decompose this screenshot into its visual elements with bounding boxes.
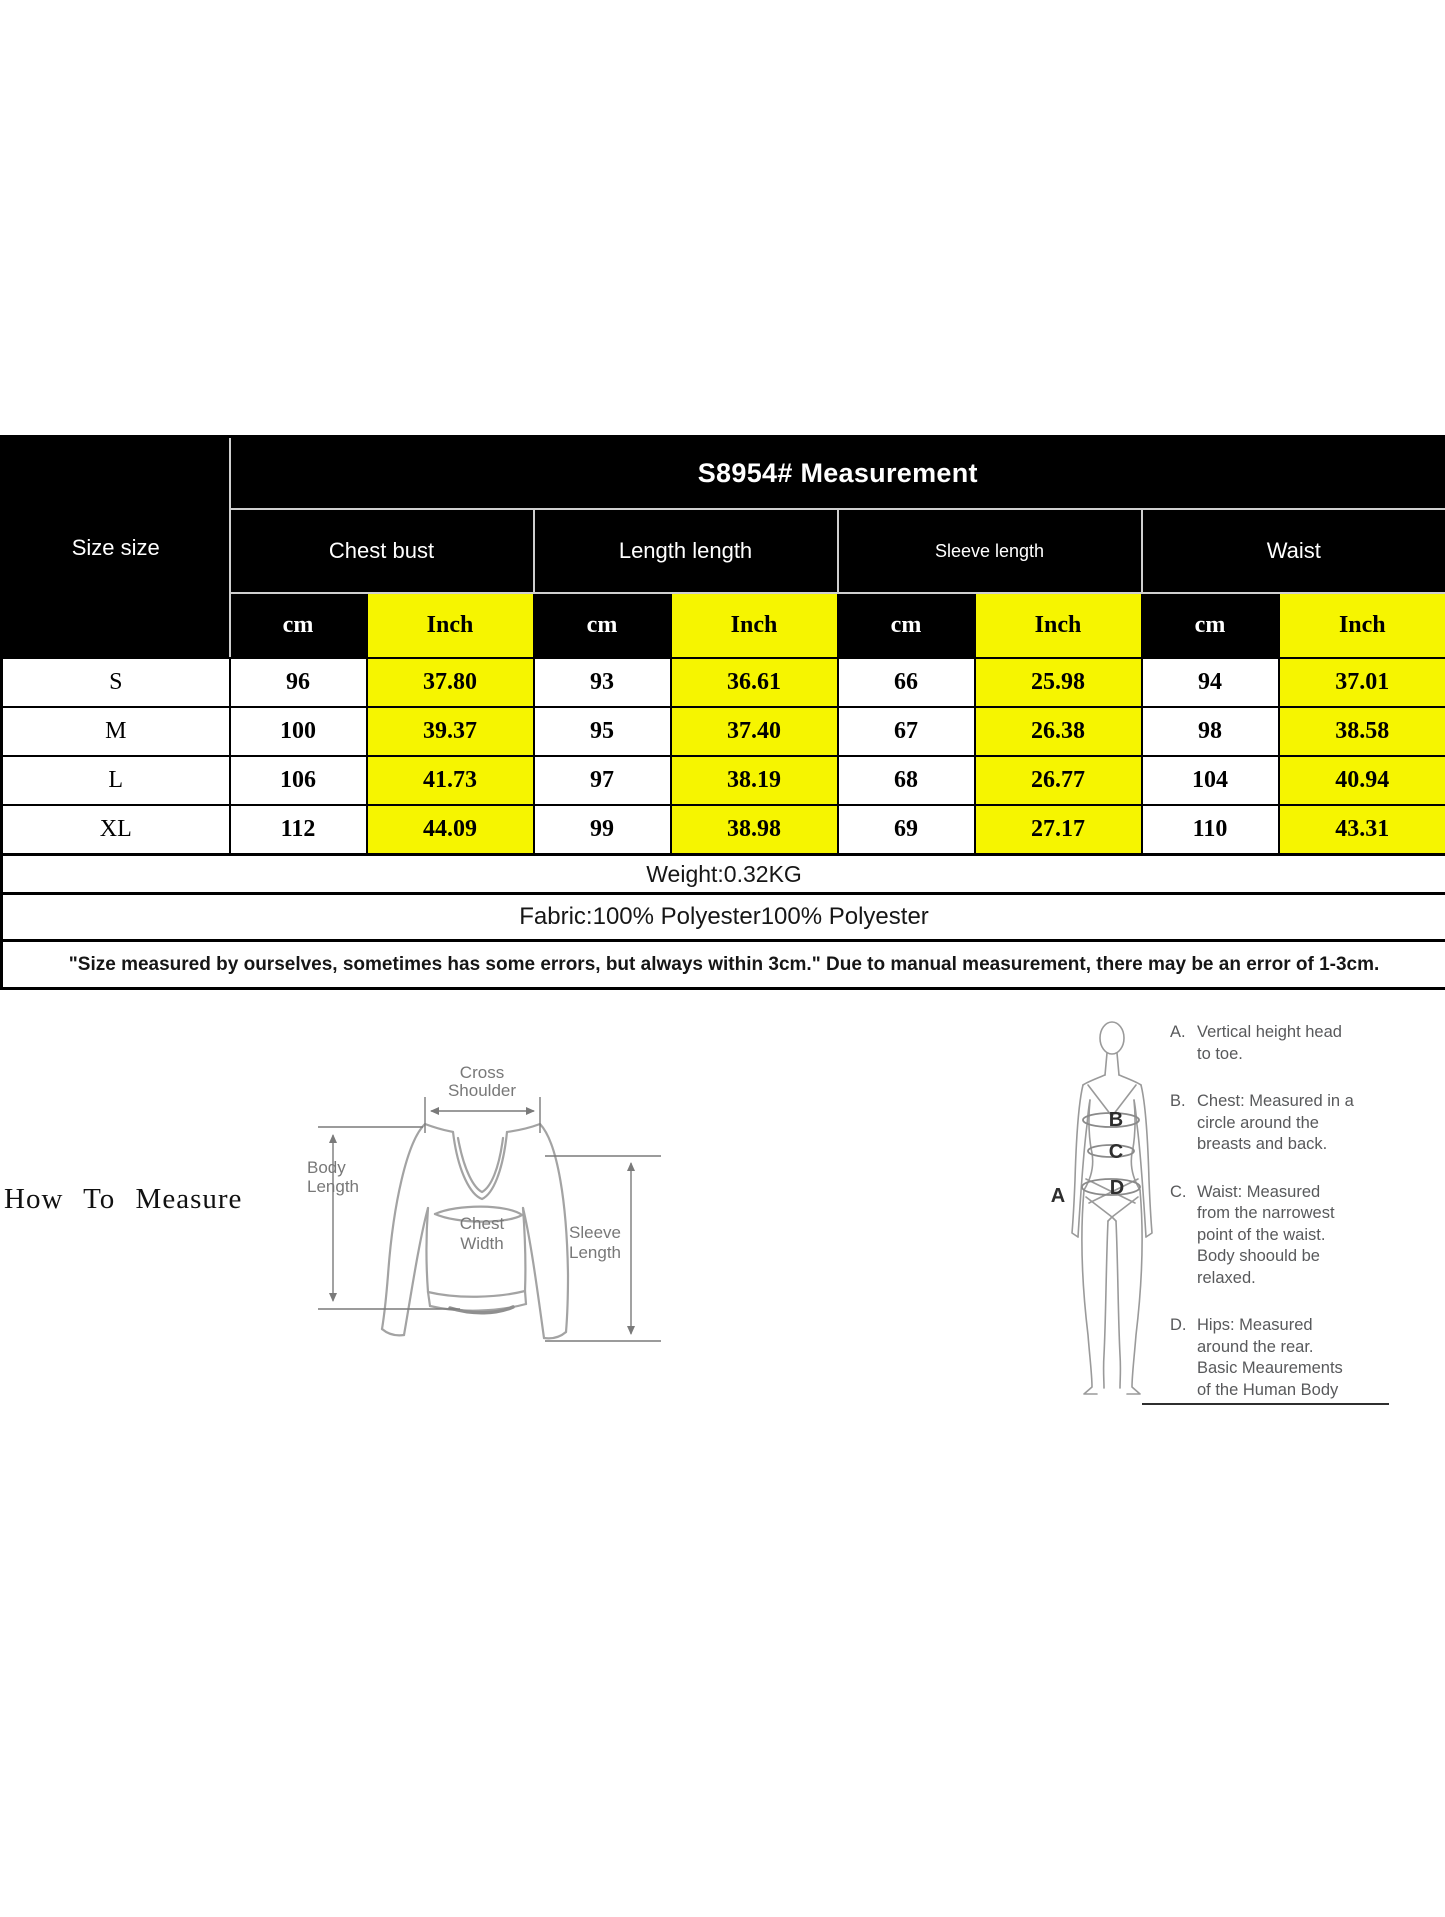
value-cell: 100 [230,707,367,756]
value-cell: 94 [1142,658,1279,707]
sleeve-length-label: Sleeve [569,1223,621,1242]
value-cell: 26.38 [975,707,1142,756]
value-cell: 43.31 [1279,805,1445,855]
value-cell: 36.61 [671,658,838,707]
column-header-length: Length length [534,509,838,593]
size-chart-table [0,435,1445,990]
fabric-text: Fabric:100% Polyester100% Polyester [2,894,1445,941]
unit-cm-sleeve: cm [838,593,975,658]
note-text: "Size measured by ourselves, sometimes has some errors, but always within 3cm." Due to manual measurement, there may be an error of 1-3cm. [2,941,1445,989]
unit-inch-sleeve: Inch [975,593,1142,658]
value-cell: 95 [534,707,671,756]
unit-cm-length: cm [534,593,671,658]
figure-letter-a: A [1050,1185,1066,1207]
body-length-label: Body [307,1158,346,1177]
figure-letter-c: C [1108,1141,1124,1163]
instruction-line: Hips: Measured [1197,1316,1313,1334]
table-row-xl [2,805,1445,855]
unit-cm-waist: cm [1142,593,1279,658]
table-row-s [2,658,1445,707]
value-cell: 41.73 [367,756,534,805]
table-title: S8954# Measurement [230,437,1445,510]
value-cell: 104 [1142,756,1279,805]
body-figure-diagram [1020,1005,1195,1405]
instruction-line: Body shoould be [1197,1247,1320,1265]
value-cell: 25.98 [975,658,1142,707]
instruction-c [1170,1182,1420,1290]
measure-instructions [1170,1022,1420,1427]
how-to-measure-heading: How To Measure [4,1183,243,1215]
unit-cm-chest: cm [230,593,367,658]
value-cell: 69 [838,805,975,855]
column-header-sleeve: Sleeve length [838,509,1142,593]
instruction-prefix: A. [1170,1023,1186,1041]
instructions-underline [1142,1403,1389,1405]
instruction-prefix: D. [1170,1316,1187,1334]
instruction-b [1170,1091,1420,1156]
size-label: XL [2,805,230,855]
size-label: M [2,707,230,756]
instruction-line: Waist: Measured [1197,1182,1321,1201]
table-row-m [2,707,1445,756]
instruction-line: relaxed. [1197,1268,1256,1287]
value-cell: 44.09 [367,805,534,855]
value-cell: 37.80 [367,658,534,707]
value-cell: 96 [230,658,367,707]
value-cell: 112 [230,805,367,855]
value-cell: 93 [534,658,671,707]
sleeve-length-label: Length [569,1243,621,1262]
value-cell: 39.37 [367,707,534,756]
unit-inch-chest: Inch [367,593,534,658]
instruction-line: breasts and back. [1197,1135,1328,1153]
chest-width-label: Width [460,1234,504,1253]
size-column-header: Size size [2,437,230,659]
value-cell: 38.58 [1279,707,1445,756]
value-cell: 68 [838,756,975,805]
value-cell: 67 [838,707,975,756]
instruction-a [1170,1022,1420,1065]
value-cell: 37.40 [671,707,838,756]
body-outline [1072,1022,1152,1394]
instruction-d [1170,1315,1420,1401]
unit-inch-waist: Inch [1279,593,1445,658]
value-cell: 26.77 [975,756,1142,805]
instruction-line: around the rear. [1197,1337,1314,1356]
table-row-l [2,756,1445,805]
column-header-waist: Waist [1142,509,1445,593]
column-header-chest: Chest bust [230,509,534,593]
figure-letter-b: B [1108,1109,1124,1131]
cross-shoulder-label: Cross [459,1063,505,1082]
instruction-line: Basic Meaurements [1197,1359,1343,1377]
instruction-line: of the Human Body [1197,1380,1339,1399]
instruction-line: Vertical height head [1197,1023,1342,1041]
value-cell: 98 [1142,707,1279,756]
note-row [2,941,1445,989]
cross-shoulder-label: Shoulder [447,1081,517,1100]
instruction-line: to toe. [1197,1044,1243,1063]
value-cell: 97 [534,756,671,805]
instruction-prefix: C. [1170,1182,1187,1201]
value-cell: 38.19 [671,756,838,805]
value-cell: 40.94 [1279,756,1445,805]
value-cell: 66 [838,658,975,707]
instruction-prefix: B. [1170,1092,1186,1110]
value-cell: 37.01 [1279,658,1445,707]
value-cell: 27.17 [975,805,1142,855]
size-label: L [2,756,230,805]
title-row [2,437,1445,510]
weight-row [2,855,1445,894]
value-cell: 99 [534,805,671,855]
size-label: S [2,658,230,707]
instruction-line: Chest: Measured in a [1197,1092,1354,1110]
value-cell: 110 [1142,805,1279,855]
weight-text: Weight:0.32KG [2,855,1445,894]
garment-measure-diagram [245,1045,665,1370]
fabric-row [2,894,1445,941]
chest-width-label: Chest [459,1214,505,1233]
instruction-line: from the narrowest [1197,1204,1335,1222]
body-length-label: Length [307,1177,359,1196]
instruction-line: circle around the [1197,1113,1319,1132]
unit-inch-length: Inch [671,593,838,658]
figure-letter-d: D [1109,1177,1125,1199]
instruction-line: point of the waist. [1197,1225,1326,1244]
value-cell: 106 [230,756,367,805]
value-cell: 38.98 [671,805,838,855]
